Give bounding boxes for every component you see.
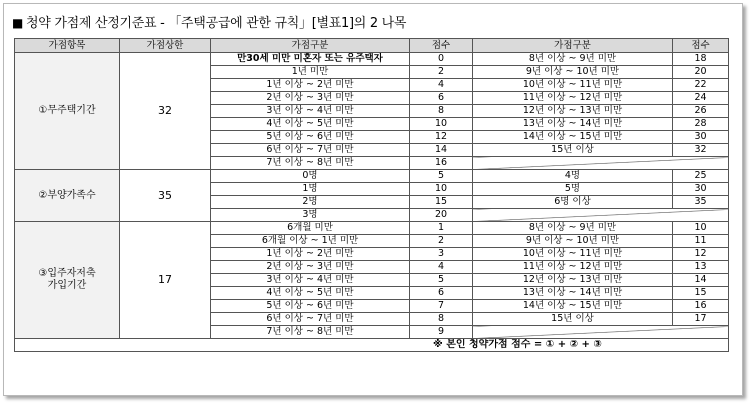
score-cell: 32: [673, 144, 729, 157]
score-cell: 10: [410, 118, 473, 131]
score-cell: 17: [673, 313, 729, 326]
criteria-cell: 5년 이상 ~ 6년 미만: [211, 131, 410, 144]
criteria-cell: 13년 이상 ~ 14년 미만: [473, 118, 673, 131]
criteria-cell: 2명: [211, 196, 410, 209]
score-cell: 8: [410, 313, 473, 326]
criteria-cell: 6개월 미만: [211, 222, 410, 235]
criteria-cell: 9년 이상 ~ 10년 미만: [473, 66, 673, 79]
criteria-cell: 8년 이상 ~ 9년 미만: [473, 222, 673, 235]
criteria-cell: 9년 이상 ~ 10년 미만: [473, 235, 673, 248]
category-cell: [15, 222, 120, 339]
criteria-cell: 만30세 미만 미혼자 또는 유주택자: [211, 53, 410, 66]
empty-diagonal-cell: [473, 157, 729, 170]
criteria-cell: 1년 이상 ~ 2년 미만: [211, 248, 410, 261]
criteria-cell: 12년 이상 ~ 13년 미만: [473, 105, 673, 118]
criteria-cell: 6년 이상 ~ 7년 미만: [211, 144, 410, 157]
criteria-cell: 6개월 이상 ~ 1년 미만: [211, 235, 410, 248]
criteria-cell: 11년 이상 ~ 12년 미만: [473, 92, 673, 105]
score-cell: 2: [410, 66, 473, 79]
score-cell: 30: [673, 131, 729, 144]
header-cell: 가점항목: [15, 39, 120, 53]
score-cell: 35: [673, 196, 729, 209]
score-cell: 14: [673, 274, 729, 287]
criteria-cell: 11년 이상 ~ 12년 미만: [473, 261, 673, 274]
empty-diagonal-cell: [473, 326, 729, 339]
header-cell: 가점구분: [473, 39, 673, 53]
score-cell: 10: [410, 183, 473, 196]
criteria-cell: 1년 이상 ~ 2년 미만: [211, 79, 410, 92]
criteria-cell: 5년 이상 ~ 6년 미만: [211, 300, 410, 313]
score-cell: 5: [410, 170, 473, 183]
criteria-cell: 8년 이상 ~ 9년 미만: [473, 53, 673, 66]
score-cell: 4: [410, 79, 473, 92]
score-cell: 16: [673, 300, 729, 313]
score-cell: 16: [410, 157, 473, 170]
max-score-cell: 35: [120, 170, 211, 222]
criteria-cell: 3명: [211, 209, 410, 222]
criteria-cell: 4명: [473, 170, 673, 183]
score-cell: 24: [673, 92, 729, 105]
score-cell: 13: [673, 261, 729, 274]
criteria-cell: 0명: [211, 170, 410, 183]
score-cell: 18: [673, 53, 729, 66]
criteria-cell: 3년 이상 ~ 4년 미만: [211, 274, 410, 287]
category-cell: [15, 53, 120, 170]
criteria-cell: 2년 이상 ~ 3년 미만: [211, 92, 410, 105]
score-cell: 28: [673, 118, 729, 131]
criteria-cell: 10년 이상 ~ 11년 미만: [473, 248, 673, 261]
category-label: ①무주택기간: [38, 105, 96, 116]
score-table: [14, 38, 729, 352]
criteria-cell: 1명: [211, 183, 410, 196]
header-cell: 가점구분: [211, 39, 410, 53]
score-cell: 1: [410, 222, 473, 235]
document-frame: [3, 3, 743, 396]
score-cell: 10: [673, 222, 729, 235]
category-label: ②부양가족수: [38, 189, 96, 201]
table-row: [15, 53, 729, 66]
criteria-cell: 6년 이상 ~ 7년 미만: [211, 313, 410, 326]
criteria-cell: 5명: [473, 183, 673, 196]
header-cell: 점수: [673, 39, 729, 53]
square-bullet-icon: ■: [12, 16, 24, 30]
score-cell: 22: [673, 79, 729, 92]
table-row: [15, 222, 729, 235]
criteria-cell: 14년 이상 ~ 15년 미만: [473, 300, 673, 313]
score-cell: 9: [410, 326, 473, 339]
criteria-cell: 4년 이상 ~ 5년 미만: [211, 287, 410, 300]
score-cell: 7: [410, 300, 473, 313]
table-header-row: [15, 39, 729, 53]
score-cell: 6: [410, 287, 473, 300]
criteria-cell: 10년 이상 ~ 11년 미만: [473, 79, 673, 92]
score-cell: 4: [410, 261, 473, 274]
category-label: ③입주자저축: [38, 268, 96, 279]
score-cell: 12: [673, 248, 729, 261]
score-cell: 3: [410, 248, 473, 261]
score-cell: 20: [410, 209, 473, 222]
table-row: [15, 170, 729, 183]
page-title-text: 청약 가점제 산정기준표 - 「주택공급에 관한 규칙」[별표1]의 2 나목: [26, 16, 407, 31]
score-cell: 11: [673, 235, 729, 248]
score-cell: 8: [410, 105, 473, 118]
criteria-cell: 15년 이상: [473, 313, 673, 326]
criteria-cell: 6명 이상: [473, 196, 673, 209]
empty-diagonal-cell: [473, 209, 729, 222]
total-score-note: ※ 본인 청약가점 점수 = ① + ② + ③: [15, 339, 729, 352]
score-cell: 12: [410, 131, 473, 144]
criteria-cell: 13년 이상 ~ 14년 미만: [473, 287, 673, 300]
criteria-cell: 15년 이상: [473, 144, 673, 157]
score-cell: 25: [673, 170, 729, 183]
footer-row: [15, 339, 729, 352]
criteria-cell: 7년 이상 ~ 8년 미만: [211, 326, 410, 339]
criteria-cell: 3년 이상 ~ 4년 미만: [211, 105, 410, 118]
score-cell: 6: [410, 92, 473, 105]
header-cell: 가점상한: [120, 39, 211, 53]
criteria-cell: 1년 미만: [211, 66, 410, 79]
category-cell: [15, 170, 120, 222]
max-score-cell: 32: [120, 53, 211, 170]
category-label: 가입기간: [47, 280, 87, 291]
criteria-cell: 2년 이상 ~ 3년 미만: [211, 261, 410, 274]
criteria-cell: 14년 이상 ~ 15년 미만: [473, 131, 673, 144]
score-cell: 0: [410, 53, 473, 66]
score-cell: 30: [673, 183, 729, 196]
criteria-cell: 12년 이상 ~ 13년 미만: [473, 274, 673, 287]
score-cell: 26: [673, 105, 729, 118]
header-cell: 점수: [410, 39, 473, 53]
score-cell: 14: [410, 144, 473, 157]
score-cell: 20: [673, 66, 729, 79]
score-cell: 15: [673, 287, 729, 300]
criteria-cell: 4년 이상 ~ 5년 미만: [211, 118, 410, 131]
score-cell: 2: [410, 235, 473, 248]
max-score-cell: 17: [120, 222, 211, 339]
page-title: [12, 12, 406, 31]
criteria-cell: 7년 이상 ~ 8년 미만: [211, 157, 410, 170]
score-cell: 5: [410, 274, 473, 287]
score-cell: 15: [410, 196, 473, 209]
